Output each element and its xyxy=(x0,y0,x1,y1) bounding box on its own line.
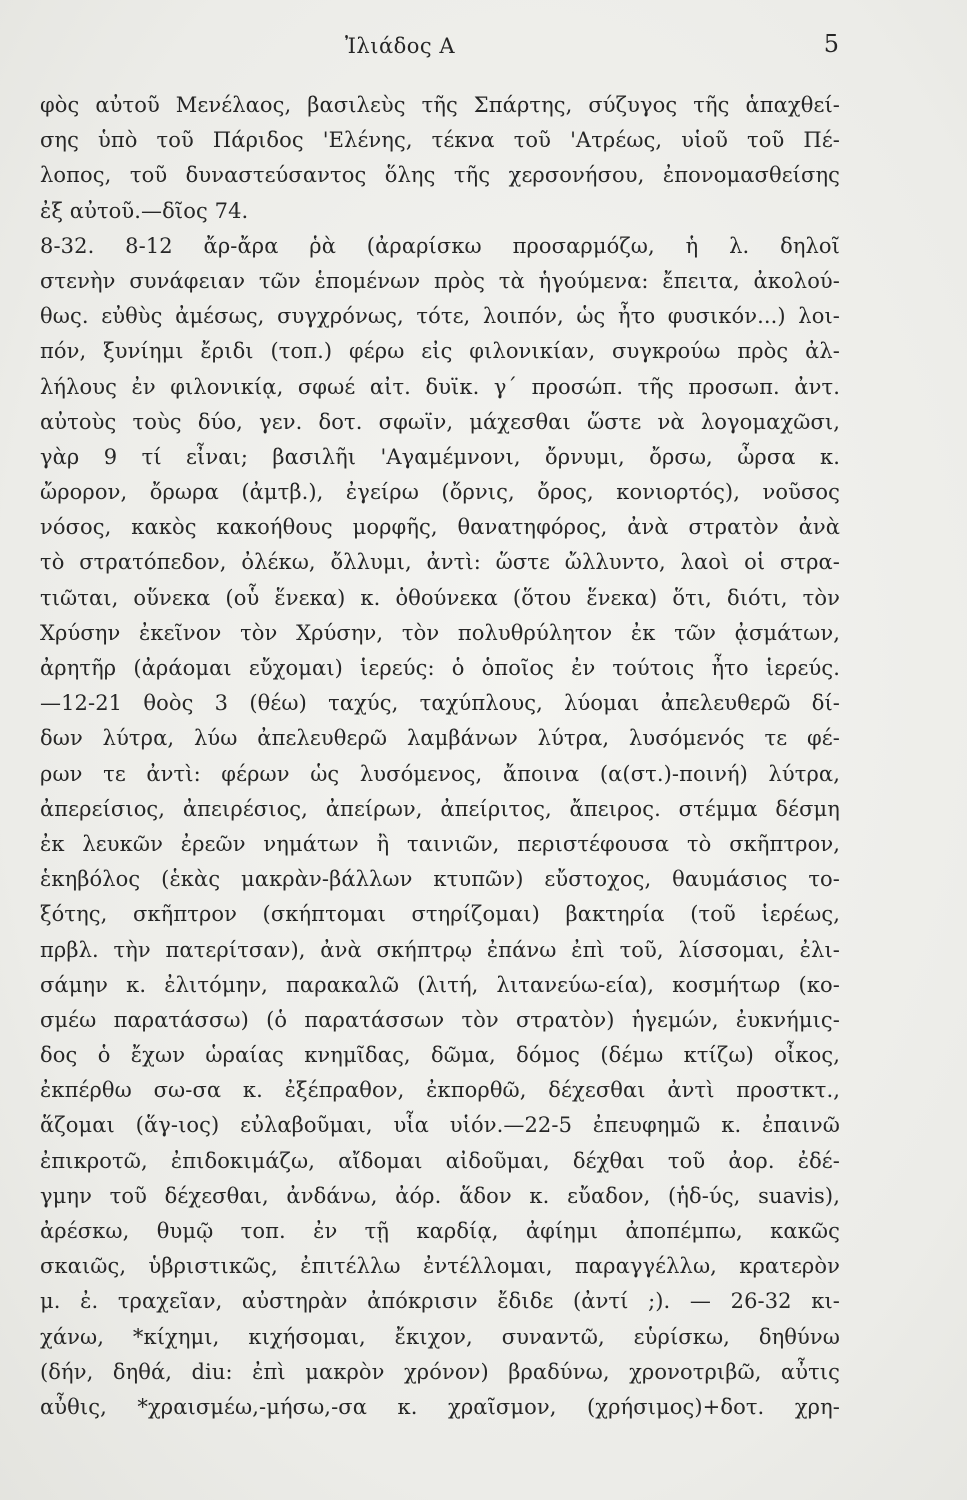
text-line: πρβλ. τὴν πατερίτσαν), ἀνὰ σκήπτρῳ ἐπάνω ἐπὶ τοῦ, λίσσομαι, ἐλι- xyxy=(40,937,840,962)
text-line: σης ὑπὸ τοῦ Πάριδος 'Ελένης, τέκνα τοῦ 'Ατρέως, υἱοῦ τοῦ Πέ- xyxy=(40,128,840,153)
text-line: γὰρ 9 τί εἶναι; βασιλῆι 'Αγαμέμνονι, ὄρνυμι, ὄρσω, ὦρσα κ. xyxy=(40,444,840,469)
text-line: σκαιῶς, ὑβριστικῶς, ἐπιτέλλω ἐντέλλομαι, παραγγέλλω, κρατερὸν xyxy=(40,1254,840,1279)
text-line: ἀρέσκω, θυμῷ τοπ. ἐν τῇ καρδίᾳ, ἀφίημι ἀποπέμπω, κακῶς xyxy=(40,1219,840,1243)
text-line: μ. ἐ. τραχεῖαν, αὐστηρὰν ἀπόκρισιν ἔδιδε (ἀντί ;). — 26-32 κι- xyxy=(40,1289,840,1314)
text-line: ἑκηβόλος (ἑκὰς μακρὰν-βάλλων κτυπῶν) εὔστοχος, θαυμάσιος το- xyxy=(40,867,840,892)
commentary-text xyxy=(40,88,840,1425)
text-line: δων λύτρα, λύω ἀπελευθερῶ λαμβάνων λύτρα, λυσόμενός τε φέ- xyxy=(40,726,840,751)
text-line: ἐξ αὐτοῦ.—δῖος 74. xyxy=(40,198,249,223)
text-line: (δήν, δηθά, diu: ἐπὶ μακρὸν χρόνον) βραδύνω, χρονοτριβῶ, αὖτις xyxy=(40,1359,840,1384)
text-line: χάνω, *κίχημι, κιχήσομαι, ἔκιχον, συναντῶ, εὑρίσκω, δηθύνω xyxy=(40,1324,840,1349)
text-line: ἐκ λευκῶν ἐρεῶν νημάτων ἢ ταινιῶν, περιστέφουσα τὸ σκῆπτρον, xyxy=(40,831,840,856)
text-line: λήλους ἐν φιλονικίᾳ, σφωέ αἰτ. δυϊκ. γ΄ προσώπ. τῆς προσωπ. ἀντ. xyxy=(40,374,840,399)
text-line: γμην τοῦ δέχεσθαι, ἀνδάνω, ἀόρ. ἅδον κ. εὔαδον, (ἡδ-ύς, suavis), xyxy=(40,1183,840,1208)
text-line: φὸς αὐτοῦ Μενέλαος, βασιλεὺς τῆς Σπάρτης, σύζυγος τῆς ἁπαχθεί- xyxy=(40,93,840,117)
text-line: ἐκπέρθω σω-σα κ. ἐξέπραθον, ἐκπορθῶ, δέχεσθαι ἀντὶ προστκτ., xyxy=(40,1078,840,1103)
text-line: σάμην κ. ἐλιτόμην, παρακαλῶ (λιτή, λιτανεύω-εία), κοσμήτωρ (κο- xyxy=(40,972,840,997)
text-line: τιῶται, οὕνεκα (οὗ ἕνεκα) κ. ὁθούνεκα (ὅτου ἕνεκα) ὅτι, διότι, τὸν xyxy=(40,585,840,610)
text-line: τὸ στρατόπεδον, ὀλέκω, ὄλλυμι, ἀντὶ: ὥστε ὤλλυντο, λαοὶ οἱ στρα- xyxy=(40,550,840,575)
text-line: ἀρητῆρ (ἀράομαι εὔχομαι) ἱερεύς: ὁ ὁποῖος ἐν τούτοις ἦτο ἱερεύς. xyxy=(40,656,840,680)
text-line: ἅζομαι (ἅγ-ιος) εὐλαβοῦμαι, υἷα υἱόν.—22-5 ἐπευφημῶ κ. ἐπαινῶ xyxy=(40,1113,840,1138)
text-line: Χρύσην ἐκεῖνον τὸν Χρύσην, τὸν πολυθρύλητον ἐκ τῶν ᾀσμάτων, xyxy=(40,620,840,645)
text-line: δος ὁ ἔχων ὡραίας κνημῖδας, δῶμα, δόμος (δέμω κτίζω) οἶκος, xyxy=(40,1043,840,1068)
text-line: ὤρορον, ὄρωρα (ἀμτβ.), ἐγείρω (ὄρνις, ὄρος, κονιορτός), νοῦσος xyxy=(40,480,840,505)
running-title: Ἰλιάδος Α xyxy=(344,34,456,58)
text-line: θως. εὐθὺς ἀμέσως, συγχρόνως, τότε, λοιπόν, ὡς ἦτο φυσικόν...) λοι- xyxy=(40,304,840,329)
text-line: ξότης, σκῆπτρον (σκήπτομαι στηρίζομαι) βακτηρία (τοῦ ἱερέως, xyxy=(40,902,840,927)
text-line: ρων τε ἀντὶ: φέρων ὡς λυσόμενος, ἄποινα (α(στ.)-ποινή) λύτρα, xyxy=(40,761,840,786)
text-line: πόν, ξυνίημι ἔριδι (τοπ.) φέρω εἰς φιλονικίαν, συγκρούω πρὸς ἀλ- xyxy=(40,339,840,364)
text-line: λοπος, τοῦ δυναστεύσαντος ὅλης τῆς χερσονήσου, ἐπονομασθείσης xyxy=(40,163,840,188)
text-line: στενὴν συνάφειαν τῶν ἑπομένων πρὸς τὰ ἡγούμενα: ἔπειτα, ἀκολού- xyxy=(40,268,840,293)
text-line: 8-32. 8-12 ἄρ-ἄρα ῥὰ (ἀραρίσκω προσαρμόζω, ἡ λ. δηλοῖ xyxy=(40,233,840,258)
text-line: —12-21 θοὸς 3 (θέω) ταχύς, ταχύπλους, λύομαι ἀπελευθερῶ δί- xyxy=(40,691,840,716)
page-number: 5 xyxy=(823,30,839,58)
page-header xyxy=(0,30,967,64)
text-line: ἀπερείσιος, ἀπειρέσιος, ἀπείρων, ἀπείριτος, ἄπειρος. στέμμα δέσμη xyxy=(40,796,840,821)
text-line: νόσος, κακὸς κακοήθους μορφῆς, θανατηφόρος, ἀνὰ στρατὸν ἀνὰ xyxy=(40,515,840,540)
text-line: ἐπικροτῶ, ἐπιδοκιμάζω, αἴδομαι αἰδοῦμαι, δέχθαι τοῦ ἀορ. ἐδέ- xyxy=(40,1148,840,1173)
text-line: αὖθις, *χραισμέω,-μήσω,-σα κ. χραῖσμον, (χρήσιμος)+δοτ. χρη- xyxy=(40,1394,840,1419)
text-line: αὐτοὺς τοὺς δύο, γεν. δοτ. σφωϊν, μάχεσθαι ὥστε νὰ λογομαχῶσι, xyxy=(40,409,840,434)
text-line: σμέω παρατάσσω) (ὁ παρατάσσων τὸν στρατὸν) ἡγεμών, ἐυκνήμις- xyxy=(40,1007,840,1032)
